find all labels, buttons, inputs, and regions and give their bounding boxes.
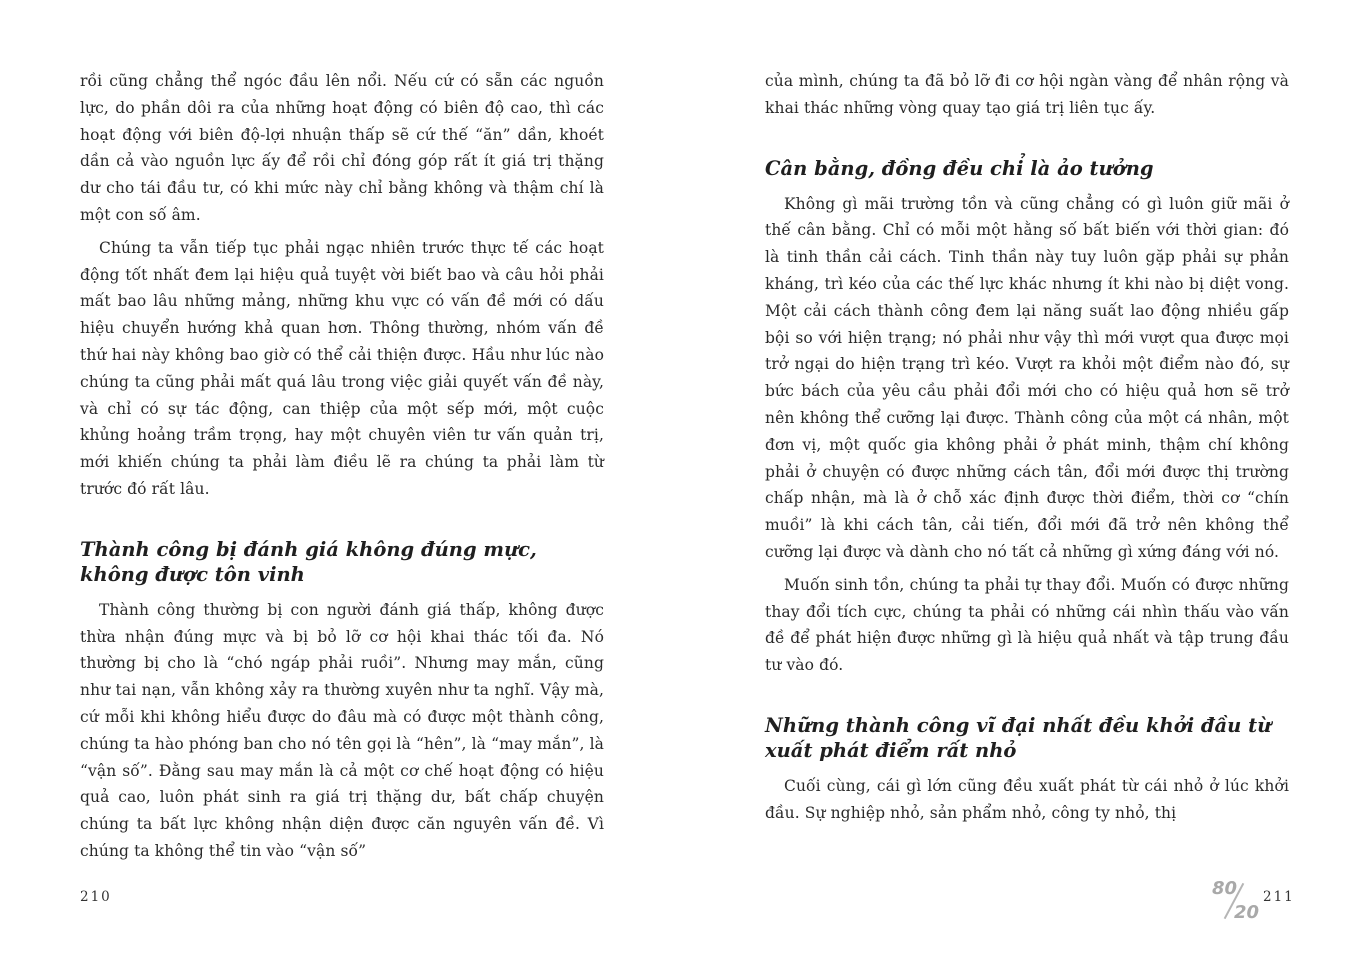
- right-section-heading-1: Cân bằng, đồng đều chỉ là ảo tưởng: [765, 156, 1154, 180]
- left-page-number: 210: [80, 889, 112, 905]
- logo-top-number: 80: [1212, 878, 1238, 899]
- left-paragraph-3: Thành công thường bị con người đánh giá thấp, không được thừa nhận đúng mực và bị bỏ lỡ cơ hội khai thác tối đa. Nó thường bị cho là “chó ngáp phải ruồi”. Nhưng may mắn, cũng như tai nạn, vẫn không xảy ra thường xuyên như ta nghĩ. Vậy mà, cứ mỗi khi không hiểu được do đâu mà có được một thành công, chúng ta hào phóng ban cho nó tên gọi là “hên”, là “may mắn”, là “vận số”. Đằng sau may mắn là cả một cơ chế hoạt động có hiệu quả cao, luôn phát sinh ra giá trị thặng dư, bất chấp chuyện chúng ta bất lực không nhận diện được căn nguyên vấn đề. Vì chúng ta không thể tin vào “vận số”: [80, 600, 604, 860]
- left-paragraph-2: Chúng ta vẫn tiếp tục phải ngạc nhiên trước thực tế các hoạt động tốt nhất đem lại hiệu quả tuyệt vời biết bao và câu hỏi phải mất bao lâu những mảng, những khu vực có vấn đề mới có dấu hiệu chuyển hướng khả quan hơn. Thông thường, nhóm vấn đề thứ hai này không bao giờ có thể cải thiện được. Hầu như lúc nào chúng ta cũng phải mất quá lâu trong việc giải quyết vấn đề này, và chỉ có sự tác động, can thiệp của một sếp mới, một cuộc khủng hoảng trầm trọng, hay một chuyên viên tư vấn quản trị, mới khiến chúng ta phải làm điều lẽ ra chúng ta phải làm từ trước đó rất lâu.: [80, 238, 604, 498]
- right-paragraph-4: Cuối cùng, cái gì lớn cũng đều xuất phát từ cái nhỏ ở lúc khởi đầu. Sự nghiệp nhỏ, sản phẩm nhỏ, công ty nhỏ, thị: [765, 776, 1289, 822]
- right-paragraph-1: của mình, chúng ta đã bỏ lỡ đi cơ hội ngàn vàng để nhân rộng và khai thác những vòng quay tạo giá trị liên tục ấy.: [765, 72, 1289, 117]
- right-page: [765, 68, 1289, 833]
- right-page-number: 211: [1263, 889, 1295, 905]
- left-paragraph-1: rồi cũng chẳng thể ngóc đầu lên nổi. Nếu cứ có sẵn các nguồn lực, do phần dôi ra của những hoạt động có biên độ cao, thì các hoạt động với biên độ-lợi nhuận thấp sẽ cứ thế “ăn” dần, khoét dần cả vào nguồn lực ấy để rồi chỉ đóng góp rất ít giá trị thặng dư cho tái đầu tư, có khi mức này chỉ bằng không và thậm chí là một con số âm.: [80, 72, 604, 224]
- book-logo: [1208, 876, 1264, 926]
- left-section-heading: Thành công bị đánh giá không đúng mực, không được tôn vinh: [80, 537, 537, 586]
- left-page: [80, 68, 604, 871]
- logo-bottom-number: 20: [1234, 902, 1260, 923]
- right-section-heading-2: Những thành công vĩ đại nhất đều khởi đầu từ xuất phát điểm rất nhỏ: [765, 713, 1272, 762]
- right-paragraph-3: Muốn sinh tồn, chúng ta phải tự thay đổi. Muốn có được những thay đổi tích cực, chúng ta phải có những cái nhìn thấu vào vấn đề để phát hiện được những gì là hiệu quả nhất và tập trung đầu tư vào đó.: [765, 575, 1289, 675]
- right-paragraph-2: Không gì mãi trường tồn và cũng chẳng có gì luôn giữ mãi ở thế cân bằng. Chỉ có mỗi một hằng số bất biến với thời gian: đó là tinh thần cải cách. Tinh thần này tuy luôn gặp phải sự phản kháng, trì kéo của các thế lực khác nhưng ít khi nào bị diệt vong. Một cải cách thành công đem lại năng suất lao động nhiều gấp bội so với hiện trạng; nó phải như vậy thì mới vượt qua được mọi trở ngại do hiện trạng trì kéo. Vượt ra khỏi một điểm nào đó, sự bức bách của yêu cầu phải đổi mới cho có hiệu quả hơn sẽ trở nên không thể cưỡng lại được. Thành công của một cá nhân, một đơn vị, một quốc gia không phải ở phát minh, thậm chí không phải ở chuyện có được những cách tân, đổi mới được thị trường chấp nhận, mà là ở chỗ xác định được thời điểm, thời cơ “chín muồi” là khi cách tân, cải tiến, đổi mới đã trở nên không thể cưỡng lại được và dành cho nó tất cả những gì xứng đáng với nó.: [765, 194, 1289, 561]
